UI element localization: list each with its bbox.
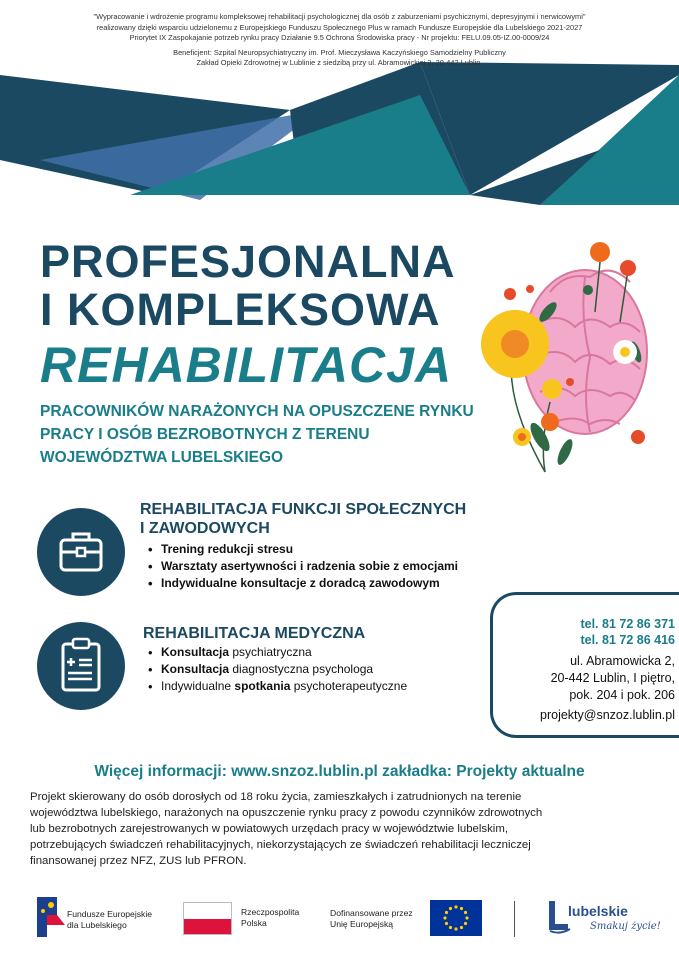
poland-flag-icon [183,902,232,935]
eu-star-icon [443,916,446,919]
eu-logo-text: Dofinansowane przez Unię Europejską [330,908,413,929]
description-line: Projekt skierowany do osób dorosłych od 18 roku życia, zamieszkałych i zatrudnionych na terenie [30,791,522,803]
more-info-link[interactable]: Więcej informacji: www.snzoz.lublin.pl zakładka: Projekty aktualne [94,763,585,780]
eu-star-icon [460,907,463,910]
contact-box [490,592,679,738]
briefcase-icon-circle [37,508,125,596]
list-item: • Indywidualne spotkania psychoterapeutyczne [147,678,407,695]
list-item: • Warsztaty asertywności i radzenia sobie z emocjami [147,558,458,575]
fe-logo-text: Fundusze Europejskie dla Lubelskiego [67,909,153,930]
briefcase-icon [37,508,125,596]
list-item: • Konsultacja diagnostyczna psychologa [147,661,407,678]
project-header [20,12,659,69]
brain-flowers-illustration [470,232,660,482]
list-item: • Konsultacja psychiatryczna [147,644,407,661]
address-street: ul. Abramowicka 2, [570,654,675,668]
eu-star-icon [454,927,457,930]
social-rehab-list [147,541,458,592]
eu-star-icon [464,922,467,925]
header-line: "Wypracowanie i wdrożenie programu kompleksowej rehabilitacji psychologicznej dla osób z zaburzeniami psychicznymi, depresyjnymi i nerwicowymi" [93,12,586,21]
subtitle: PRACOWNIKÓW NARAŻONYCH NA OPUSZCZENE RYNKU PRACY I OSÓB BEZROBOTNYCH Z TERENU WOJEWÓDZTWA LUBELSKIEGO [40,403,474,466]
eu-star-icon [464,911,467,914]
eu-flag-icon [430,900,482,936]
description-line: finansowanej przez NFZ, ZUS lub PFRON. [30,855,247,867]
eu-star-icon [449,926,452,929]
title-line-1: PROFESJONALNA [40,236,456,287]
clipboard-icon-circle [37,622,125,710]
description-line: województwa lubelskiego, narażonych na opuszczenie rynku pracy z powodu czynników zdrowotnych [30,807,543,819]
description-line: lub bezrobotnych zarejestrowanych w powiatowych urzędach pracy w województwie lubelskim, [30,823,508,835]
header-line: Beneficjent: Szpital Neuropsychiatryczny im. Prof. Mieczysława Kaczyńskiego Samodzielny Publiczny [173,47,506,57]
phone-2[interactable]: tel. 81 72 86 416 [580,633,675,647]
eu-star-icon [465,916,468,919]
list-item: • Indywidualne konsultacje z doradcą zawodowym [147,575,458,592]
lubelskie-name: lubelskie [568,903,628,919]
fundusze-europejskie-logo-icon [37,897,65,937]
email-link[interactable]: projekty@snzoz.lublin.pl [540,708,675,722]
medical-rehab-list [147,644,407,695]
eu-star-icon [460,926,463,929]
lubelskie-tagline: Smakuj życie! [590,921,661,932]
title-line-3: REHABILITACJA [40,337,453,393]
section-title-social: REHABILITACJA FUNKCJI SPOŁECZNYCH I ZAWODOWYCH [140,501,467,537]
footer-logos [0,883,679,959]
description-line: potrzebujących świadczeń rehabilitacyjnych, niekorzystających ze świadczeń rehabilitacji leczniczej [30,839,531,851]
header-line: realizowany dzięki wsparciu udzielonemu z Europejskiego Funduszu Społecznego Plus w ramach Fundusze Europejskie dla Lubelskiego 2021-2027 [96,22,583,32]
clipboard-icon [37,622,125,710]
address-city: 20-442 Lublin, I piętro, [550,671,675,685]
phone-1[interactable]: tel. 81 72 86 371 [580,617,675,631]
title-line-2: I KOMPLEKSOWA [40,284,441,335]
list-item: • Trening redukcji stresu [147,541,458,558]
eu-star-icon [454,905,457,908]
eu-star-icon [445,911,448,914]
header-line: Priorytet IX Zaspokajanie potrzeb rynku pracy Działanie 9.5 Ochrona Środowiska pracy - Nr projektu: FELU.09.05-IZ.00-0009/24 [129,33,550,43]
eu-star-icon [445,922,448,925]
footer-divider [514,901,515,937]
section-title-medical: REHABILITACJA MEDYCZNA [143,625,366,642]
project-description [30,789,652,869]
header-line: Zakład Opieki Zdrowotnej w Lublinie z siedzibą przy ul. Abramowickiej 2, 20-442 Lublin. [196,58,483,68]
pl-logo-text: Rzeczpospolita Polska [241,907,300,928]
address-room: pok. 204 i pok. 206 [569,688,675,702]
eu-star-icon [449,907,452,910]
